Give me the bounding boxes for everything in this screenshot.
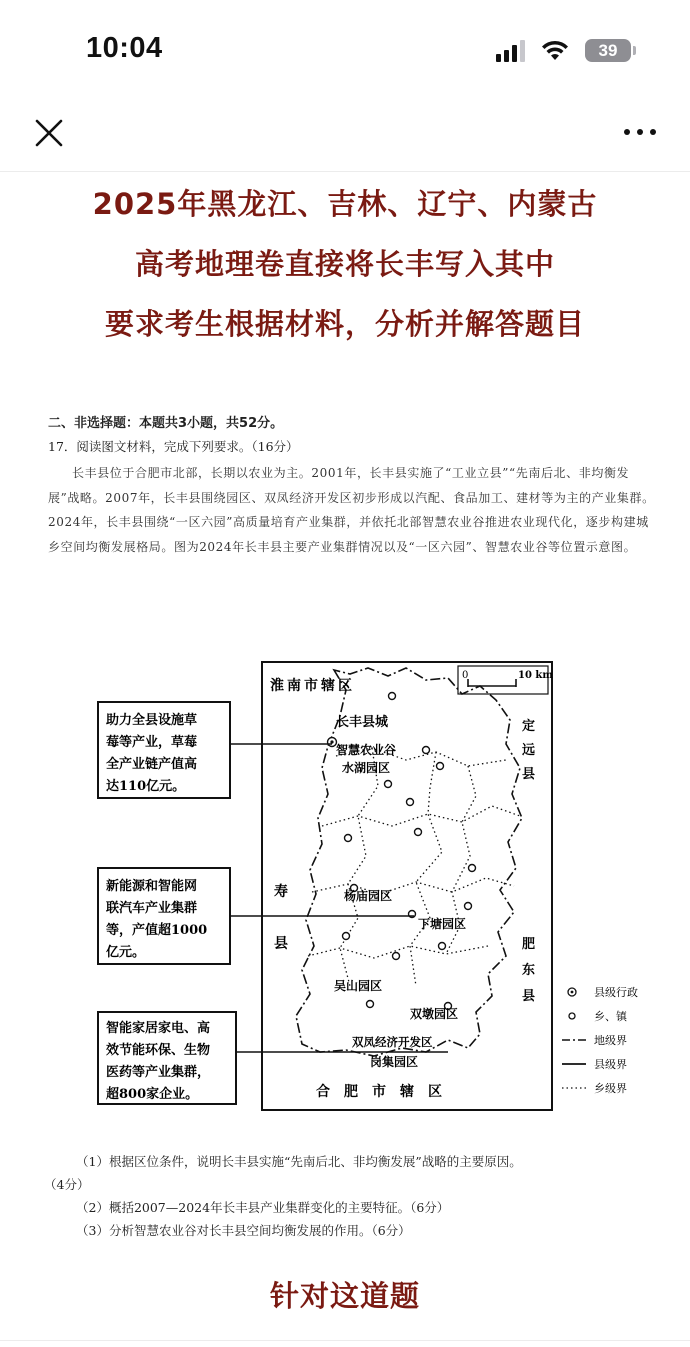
svg-text:县级界: 县级界 [594, 1058, 627, 1071]
wifi-icon [540, 38, 570, 62]
svg-text:定: 定 [522, 719, 536, 734]
svg-text:医药等产业集群，: 医药等产业集群， [106, 1065, 211, 1080]
county-boundary [296, 668, 522, 1056]
label-gangji: 岗集园区 [370, 1055, 419, 1069]
svg-text:等，产值超1000: 等，产值超1000 [106, 923, 208, 938]
headline-line-1: 2025年黑龙江、吉林、辽宁、内蒙古 [92, 187, 598, 221]
question-2: （2）概括2007—2024年长丰县产业集群变化的主要特征。（6分） [76, 1200, 450, 1215]
svg-text:县: 县 [522, 989, 536, 1004]
svg-text:乡级界: 乡级界 [594, 1082, 627, 1095]
section-title: 二、非选择题：本题共3小题，共52分。 [48, 416, 284, 431]
svg-text:新能源和智能网: 新能源和智能网 [106, 879, 198, 894]
svg-text:寿: 寿 [274, 884, 288, 900]
label-xiatang: 下塘园区 [418, 917, 467, 931]
label-ag-valley: 智慧农业谷 [336, 743, 397, 757]
svg-text:超800家企业。: 超800家企业。 [106, 1087, 199, 1102]
svg-text:全产业链产值高: 全产业链产值高 [106, 757, 198, 772]
status-time: 10:04 [86, 32, 163, 64]
svg-text:远: 远 [522, 743, 536, 758]
label-yangmiao: 杨庙园区 [344, 889, 393, 903]
question-list [44, 1150, 664, 1242]
town-markers [343, 693, 476, 1010]
svg-text:东: 东 [522, 963, 536, 978]
region-north: 淮南市辖区 [270, 678, 355, 694]
svg-text:助力全县设施草: 助力全县设施草 [106, 713, 198, 728]
headline-line-3: 要求考生根据材料，分析并解答题目 [104, 307, 585, 341]
svg-text:联汽车产业集群: 联汽车产业集群 [106, 901, 198, 916]
map-legend [562, 985, 638, 1095]
svg-text:莓等产业，草莓: 莓等产业，草莓 [106, 735, 198, 750]
label-shuangfeng: 双凤经济开发区 [352, 1035, 433, 1049]
material-paragraph: 长丰县位于合肥市北部，长期以农业为主。2001年，长丰县实施了“工业立县”“先南后北、非均衡发展”战略。2007年，长丰县围绕园区、双凤经济开发区初步形成以汽配、食品加工、建材等为主的产业集群。2024年，长丰县围绕“一区六园”高质量培育产业集群，并依托北部智慧农业谷推进农业现代化，逐步构建城乡空间均衡发展格局。图为2024年长丰县主要产业集群情况以及“一区六园”、智慧农业谷等位置示意图。 [48, 466, 655, 554]
township-boundaries [308, 748, 520, 986]
svg-text:智能家居家电、高: 智能家居家电、高 [106, 1021, 211, 1036]
nav-bar [0, 100, 690, 172]
svg-text:效节能环保、生物: 效节能环保、生物 [106, 1043, 211, 1058]
svg-text:达110亿元。: 达110亿元。 [106, 779, 186, 794]
exam-text [48, 412, 660, 559]
region-south: 合 肥 市 辖 区 [316, 1084, 442, 1100]
svg-text:肥: 肥 [522, 937, 536, 952]
svg-text:亿元。: 亿元。 [106, 945, 146, 960]
svg-text:县: 县 [522, 767, 536, 782]
label-shuangdun: 双墩园区 [410, 1007, 459, 1021]
battery-indicator: 39 [585, 39, 631, 62]
changfeng-map [96, 656, 656, 1116]
more-options-icon[interactable] [620, 122, 660, 142]
svg-text:乡、镇: 乡、镇 [594, 1010, 627, 1023]
label-county-seat: 长丰县城 [336, 715, 389, 730]
scale-value: 10 km [518, 670, 553, 681]
question-1: （1）根据区位条件，说明长丰县实施“先南后北、非均衡发展”战略的主要原因。 [76, 1154, 522, 1169]
headline-line-2: 高考地理卷直接将长丰写入其中 [134, 247, 555, 281]
status-bar [0, 0, 690, 100]
footer-title: 针对这道题 [269, 1279, 420, 1313]
label-wushan: 吴山园区 [334, 979, 383, 993]
question-3: （3）分析智慧农业谷对长丰县空间均衡发展的作用。（6分） [76, 1223, 411, 1238]
scale-zero: 0 [462, 670, 469, 681]
label-shuihu: 水湖园区 [342, 761, 391, 775]
svg-text:县: 县 [274, 936, 288, 952]
cellular-signal-icon [496, 40, 526, 62]
question-1-score: （4分） [44, 1177, 90, 1192]
question-intro: 17．阅读图文材料，完成下列要求。（16分） [48, 439, 299, 454]
divider [0, 1340, 690, 1341]
svg-text:县级行政: 县级行政 [594, 986, 638, 999]
svg-text:地级界: 地级界 [594, 1034, 627, 1047]
close-icon[interactable] [30, 114, 68, 152]
